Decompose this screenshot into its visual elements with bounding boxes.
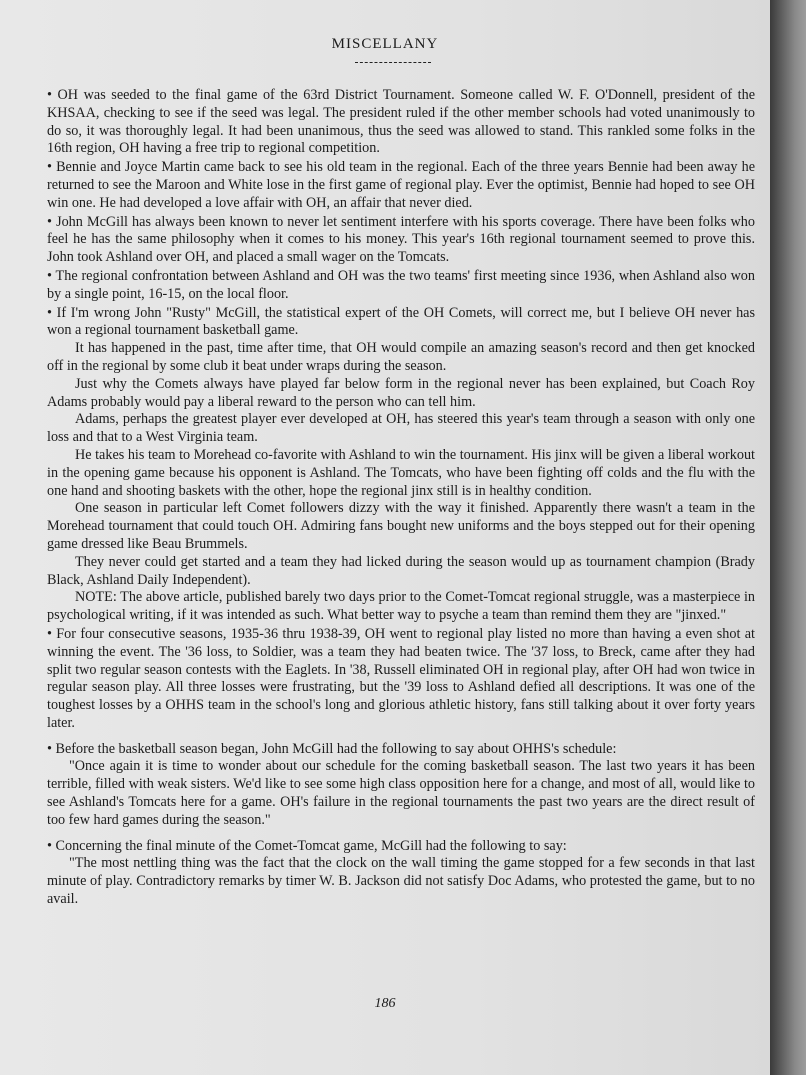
paragraph: • Before the basketball season began, John McGill had the following to say about OHHS's schedule: [47, 740, 617, 757]
page-title: MISCELLANY [331, 36, 439, 52]
page-number: 186 [374, 996, 396, 1011]
quote-paragraph: "Once again it is time to wonder about our schedule for the coming basketball season. The last two years it has been terrible, filled with weak sisters. We'd like to see some high class opposition here for a change, and most of all, would like to see Ashland's Tomcats here for a game. OH's failure in the regional tournaments the past two years are the direct result of too few hard games during the season." [47, 758, 755, 828]
paragraph: • For four consecutive seasons, 1935-36 thru 1938-39, OH went to regional play listed no more than having a even shot at winning the event. The '36 loss, to Soldier, was a team they had beaten twice. The '37 loss, to Breck, came after they had split two regular season contests with the Eaglets. In '38, Russell eliminated OH in regional play, after OH had won twice in regular season play. All three losses were frustrating, but the '39 loss to Ashland defied all descriptions. It was one of the toughest losses by a OHHS team in the school's long and glorious athletic history, fans still talking about it over forty years later. [47, 625, 755, 731]
paragraph: • Bennie and Joyce Martin came back to see his old team in the regional. Each of the three years Bennie had been away he returned to see the Maroon and White lose in the first game of regional play. Ever the optimist, Bennie had hoped to see OH win one. He had developed a love affair with OH, an affair that never died. [47, 159, 755, 211]
title-underline [355, 62, 431, 63]
paragraph: • If I'm wrong John "Rusty" McGill, the statistical expert of the OH Comets, will correct me, but I believe OH never has won a regional tournament basketball game. [47, 304, 755, 339]
paragraph: NOTE: The above article, published barely two days prior to the Comet-Tomcat regional struggle, was a masterpiece in psychological writing, if it was intended as such. What better way to psyche a team than remind them they are "jinxed." [47, 589, 755, 624]
paragraph: • John McGill has always been known to never let sentiment interfere with his sports coverage. There have been folks who feel he has the same philosophy when it comes to his money. This year's 16th regional tournament seemed to prove this. John took Ashland over OH, and placed a small wager on the Tomcats. [47, 213, 755, 266]
paragraph: • The regional confrontation between Ashland and OH was the two teams' first meeting since 1936, when Ashland also won by a single point, 16-15, on the local floor. [47, 267, 755, 302]
paragraph: • OH was seeded to the final game of the 63rd District Tournament. Someone called W. F. O'Donnell, president of the KHSAA, checking to see if the seed was legal. The president ruled if the other member schools had voted unanimously to do so, it was thoroughly legal. It had been unanimous, thus the seed was allowed to stand. This rankled some folks in the 16th region, OH having a free trip to regional competition. [47, 87, 755, 157]
paragraph: It has happened in the past, time after time, that OH would compile an amazing season's record and then get knocked off in the regional by some club it beat under wraps during the season. [47, 340, 755, 374]
book-spine-edge [770, 0, 806, 1075]
paragraph: He takes his team to Morehead co-favorite with Ashland to win the tournament. His jinx will be given a liberal workout in the opening game because his opponent is Ashland. The Tomcats, who have been fighting off colds and the flu with the one hand and shooting baskets with the other, hope the regional jinx still is in healthy condition. [47, 446, 755, 499]
paragraph: • Concerning the final minute of the Comet-Tomcat game, McGill had the following to say: [47, 837, 567, 854]
page-body [47, 86, 755, 909]
paragraph: They never could get started and a team they had licked during the season would up as tournament champion (Brady Black, Ashland Daily Independent). [47, 553, 755, 588]
paragraph: One season in particular left Comet followers dizzy with the way it finished. Apparently there wasn't a team in the Morehead tournament that could touch OH. Admiring fans bought new uniforms and the boys stepped out for their opening game dressed like Beau Brummels. [47, 500, 755, 552]
paragraph: Adams, perhaps the greatest player ever developed at OH, has steered this year's team through a season with only one loss and that to a West Virginia team. [47, 411, 755, 446]
paragraph: Just why the Comets always have played far below form in the regional never has been explained, but Coach Roy Adams probably would pay a liberal reward to the person who can tell him. [47, 375, 755, 410]
quote-paragraph: "The most nettling thing was the fact that the clock on the wall timing the game stopped for a few seconds in that last minute of play. Contradictory remarks by timer W. B. Jackson did not satisfy Doc Adams, who protested the game, but to no avail. [47, 855, 755, 908]
